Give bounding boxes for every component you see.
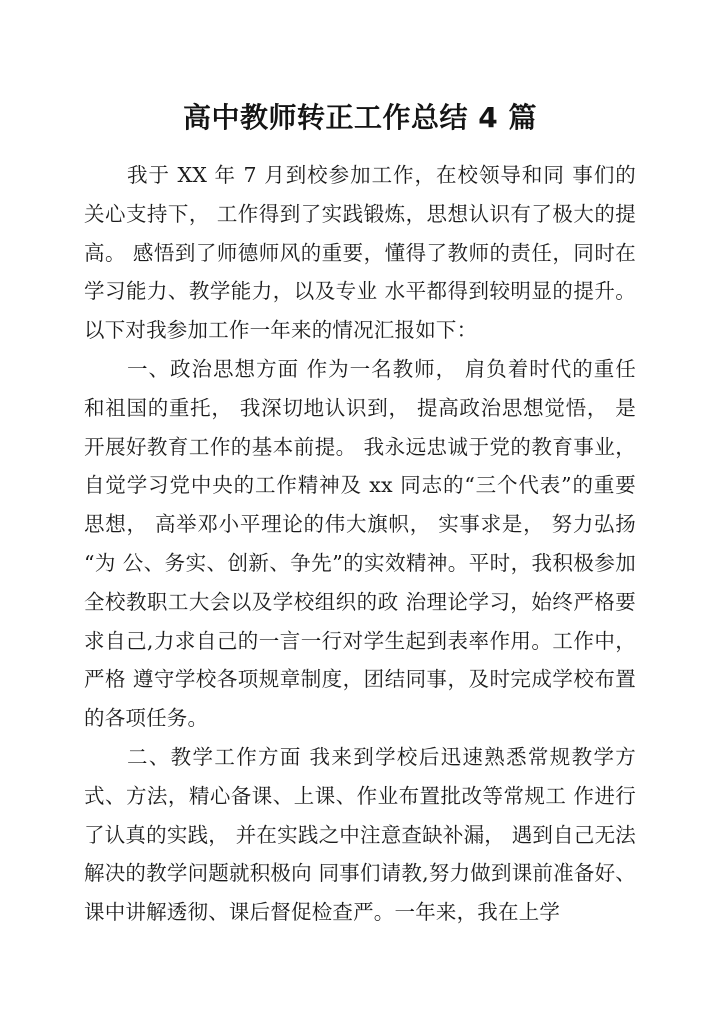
- document-title: 高中教师转正工作总结 4 篇: [183, 101, 537, 134]
- paragraph-section-two-teaching-work: 二、教学工作方面 我来到学校后迅速熟悉常规教学方式、方法，精心备课、上课、作业布置批改等常规工 作进行了认真的实践， 并在实践之中注意查缺补漏， 遇到自己无法解决的教学问题就积极向 同事们请教,努力做到课前准备好、课中讲解透彻、课后督促检查严。一年来，我在上学: [84, 744, 636, 925]
- paragraph-section-one-political-thought: 一、政治思想方面 作为一名教师， 肩负着时代的重任和祖国的重托， 我深切地认识到， 提高政治思想觉悟， 是开展好教育工作的基本前提。 我永远忠诚于党的教育事业，自觉学习党中央的工作精神及 xx 同志的“三个代表”的重要思想， 高举邓小平理论的伟大旗帜， 实事求是， 努力弘扬“为 公、务实、创新、争先”的实效精神。平时，我积极参加全校教职工大会以及学校组织的政 治理论学习，始终严格要求自己,力求自己的一言一行对学生起到表率作用。工作中，严格 遵守学校各项规章制度，团结同事，及时完成学校布置的各项任务。: [84, 356, 636, 731]
- paragraph-intro: 我于 XX 年 7 月到校参加工作，在校领导和同 事们的关心支持下， 工作得到了实践锻炼，思想认识有了极大的提高。 感悟到了师德师风的重要，懂得了教师的责任，同时在学习能力、教学能力，以及专业 水平都得到较明显的提升。以下对我参加工作一年来的情况汇报如下：: [84, 163, 636, 343]
- document-body: [84, 96, 636, 932]
